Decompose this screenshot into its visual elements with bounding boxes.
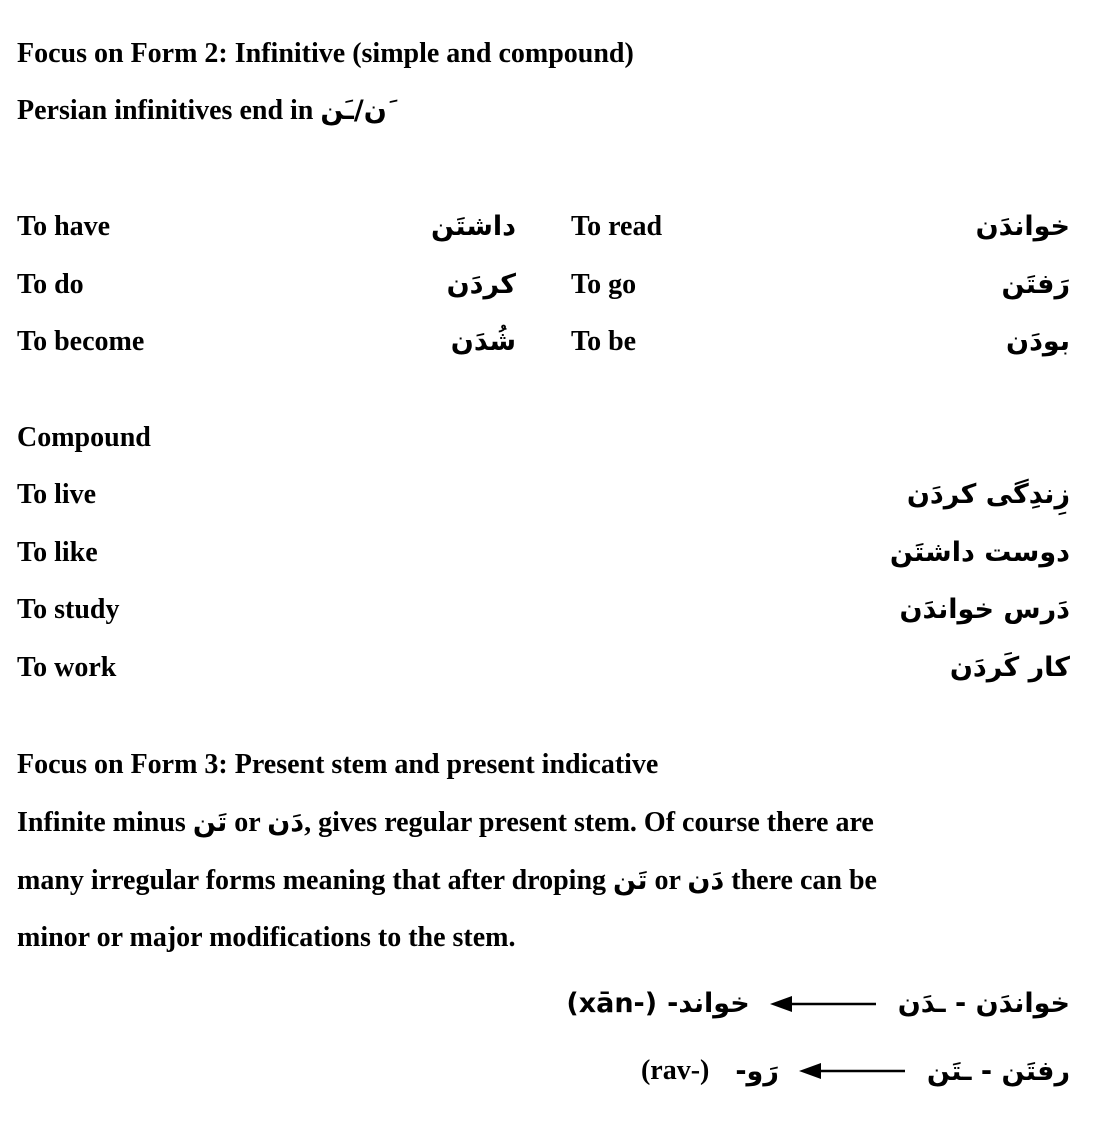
simple-fa-1: داشتَن: [431, 211, 516, 242]
form2-heading: Focus on Form 2: Infinitive (simple and compound): [17, 38, 634, 69]
compound-en-1: To live: [17, 479, 97, 510]
compound-fa-4: کار کَردَن: [949, 652, 1070, 683]
form3-para-line3: minor or major modifications to the stem.: [17, 922, 516, 953]
form3-para-line1: [17, 809, 874, 837]
simple-en-2: To do: [17, 269, 84, 300]
compound-heading: Compound: [17, 422, 151, 453]
simple-fa-3: شُدَن: [450, 326, 516, 357]
example-infinitive-1: خواندَن - ـدَن: [897, 988, 1070, 1019]
form2-subheading: [17, 97, 387, 125]
form3-para-line2: [17, 867, 877, 895]
para2-fa2: دَن: [687, 865, 725, 896]
compound-fa-2: دوست داشتَن: [889, 537, 1070, 568]
para2-c: there can be: [731, 865, 877, 896]
simple-en-3: To become: [17, 326, 145, 357]
para1-fa1: تَن: [192, 807, 228, 838]
example-translit-1: (xān-): [566, 988, 658, 1019]
example-stem-2: رَو-: [735, 1055, 779, 1087]
para1-b: or: [234, 807, 261, 838]
para1-fa2: دَن: [267, 807, 305, 838]
simple-fa2-2: رَفتَن: [1001, 269, 1070, 300]
simple-fa-2: کردَن: [446, 269, 516, 300]
example-stem-1: خواند-: [667, 988, 750, 1019]
form3-heading: Focus on Form 3: Present stem and present indicative: [17, 749, 659, 780]
example-row-1: [566, 988, 1070, 1019]
para1-c: , gives regular present stem. Of course there are: [304, 807, 874, 838]
compound-en-3: To study: [17, 594, 120, 625]
example-translit-2: (rav-): [640, 1055, 710, 1086]
simple-en2-2: To go: [571, 269, 637, 300]
left-arrow-icon: [770, 994, 878, 1014]
compound-fa-3: دَرس خواندَن: [899, 594, 1070, 625]
subheading-prefix: Persian infinitives end in: [17, 95, 314, 126]
example-row-2: [641, 1055, 1070, 1087]
compound-en-2: To like: [17, 537, 98, 568]
para1-a: Infinite minus: [17, 807, 186, 838]
subheading-suffix: َن/ـَن: [320, 95, 387, 126]
compound-en-4: To work: [17, 652, 117, 683]
simple-en2-1: To read: [571, 211, 663, 242]
para2-a: many irregular forms meaning that after droping: [17, 865, 607, 896]
simple-fa2-1: خواندَن: [975, 211, 1070, 242]
compound-fa-1: زِندِگی کردَن: [906, 479, 1070, 510]
left-arrow-icon: [799, 1061, 907, 1081]
para2-b: or: [654, 865, 681, 896]
simple-en-1: To have: [17, 211, 111, 242]
simple-fa2-3: بودَن: [1006, 326, 1070, 357]
para2-fa1: تَن: [613, 865, 648, 896]
example-infinitive-2: رفتَن - ـتَن: [926, 1055, 1070, 1087]
simple-en2-3: To be: [571, 326, 637, 357]
